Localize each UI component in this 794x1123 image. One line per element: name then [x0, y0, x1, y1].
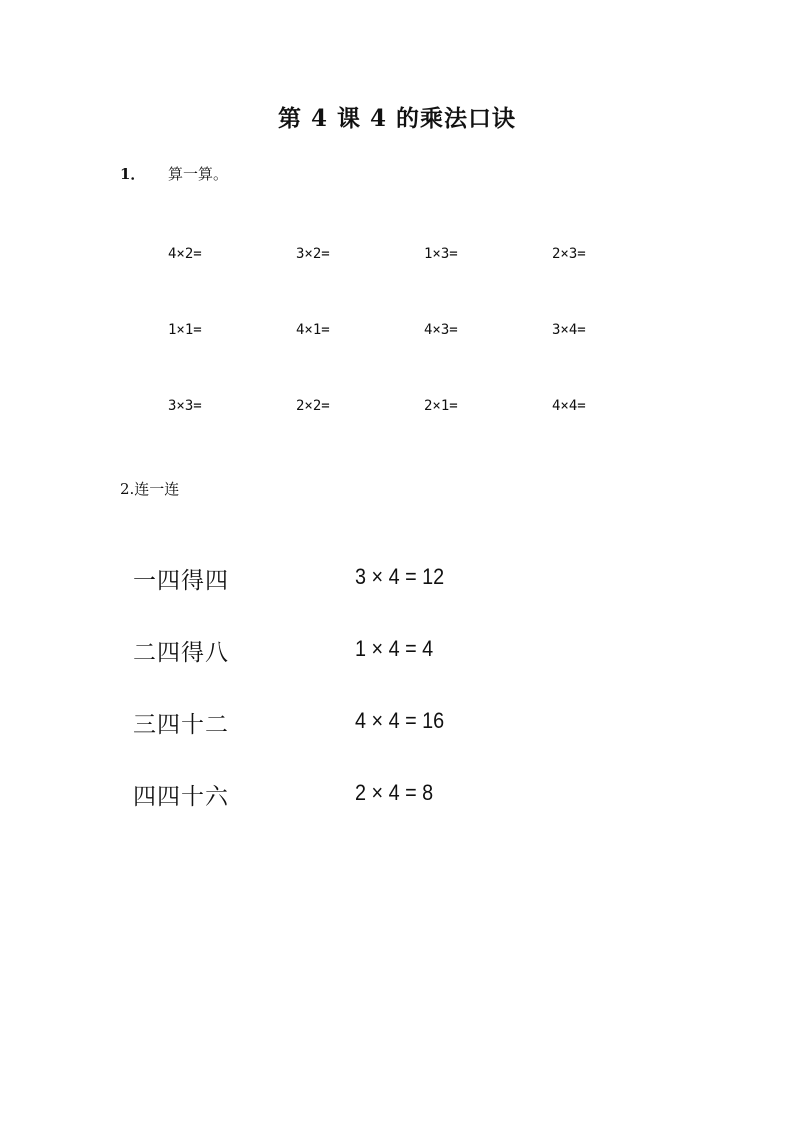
multiplication-formula: 1 × 4 = 4 [355, 636, 434, 661]
multiplication-verse: 一四得四 [133, 568, 229, 594]
calculation-item: 3×3= [168, 398, 202, 414]
multiplication-verse: 二四得八 [133, 640, 229, 666]
calculation-item: 4×2= [168, 246, 202, 262]
calculation-row [168, 246, 688, 322]
page-title: 第 4 课 4 的乘法口诀 [277, 105, 517, 132]
matching-exercise [133, 562, 693, 850]
multiplication-formula: 2 × 4 = 8 [355, 780, 434, 805]
matching-row [133, 778, 693, 850]
multiplication-formula: 4 × 4 = 16 [355, 708, 445, 733]
question-1-instruction: 算一算。 [168, 165, 229, 183]
question-2-title: 2.连一连 [120, 480, 180, 498]
calculation-row [168, 398, 688, 474]
matching-row [133, 634, 693, 706]
calculation-item: 4×1= [296, 322, 330, 338]
calculation-item: 1×1= [168, 322, 202, 338]
calculation-row [168, 322, 688, 398]
calculation-item: 4×3= [424, 322, 458, 338]
calculation-item: 2×2= [296, 398, 330, 414]
calculation-item: 1×3= [424, 246, 458, 262]
question-1-number: 1． [120, 165, 146, 183]
matching-row [133, 706, 693, 778]
matching-row [133, 562, 693, 634]
multiplication-verse: 四四十六 [133, 784, 229, 810]
multiplication-verse: 三四十二 [133, 712, 229, 738]
calculation-item: 3×2= [296, 246, 330, 262]
calculation-grid [168, 246, 688, 474]
multiplication-formula: 3 × 4 = 12 [355, 564, 445, 589]
calculation-item: 3×4= [552, 322, 586, 338]
calculation-item: 4×4= [552, 398, 586, 414]
calculation-item: 2×3= [552, 246, 586, 262]
calculation-item: 2×1= [424, 398, 458, 414]
